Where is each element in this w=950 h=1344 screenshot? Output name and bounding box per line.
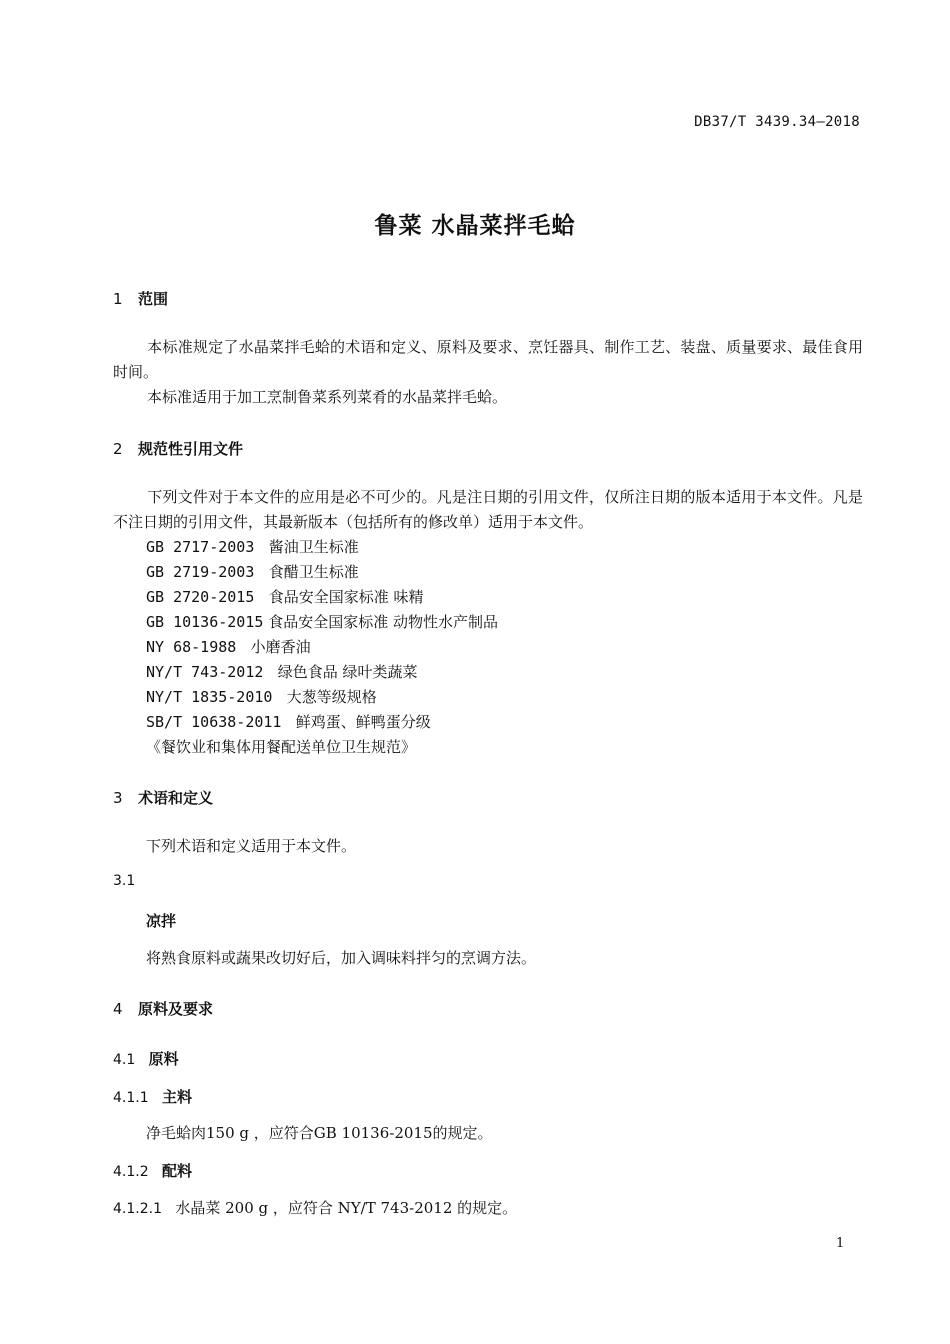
reference-item	[146, 711, 431, 732]
reference-item	[146, 636, 311, 657]
reference-code: GB 2720-2015	[146, 588, 255, 606]
reference-name: 大葱等级规格	[286, 688, 377, 706]
clause-text: 水晶菜 200 g ，应符合 NY/T 743-2012 的规定。	[175, 1199, 518, 1217]
reference-item	[146, 686, 377, 707]
subsection-number: 4.1	[113, 1052, 136, 1068]
page-number: 1	[836, 1236, 845, 1251]
section-title: 规范性引用文件	[138, 440, 244, 458]
reference-name: 食品安全国家标准 动物性水产制品	[268, 613, 498, 631]
subsection-title: 原料	[148, 1050, 179, 1068]
subsection-4-1-2-heading	[113, 1160, 192, 1181]
clause-4-1-2-1	[113, 1197, 517, 1218]
reference-name: 绿色食品 绿叶类蔬菜	[277, 663, 418, 681]
references-intro-text: 下列文件对于本文件的应用是必不可少的。凡是注日期的引用文件，仅所注日期的版本适用于本文件。凡是不注日期的引用文件，其最新版本（包括所有的修改单）适用于本文件。	[113, 488, 863, 531]
section-number: 4	[113, 1000, 123, 1018]
main-ingredient-text: 净毛蛤肉150 g ，应符合GB 10136-2015的规定。	[146, 1124, 493, 1142]
section-title: 范围	[138, 290, 169, 308]
reference-name: 食醋卫生标准	[268, 563, 359, 581]
reference-code: GB 2717-2003	[146, 538, 255, 556]
reference-code: NY 68-1988	[146, 638, 237, 656]
reference-item	[146, 536, 359, 557]
reference-name: 鲜鸡蛋、鲜鸭蛋分级	[295, 713, 431, 731]
subsection-4-1-heading	[113, 1048, 179, 1069]
scope-paragraph-2	[113, 385, 863, 410]
reference-code: GB 2719-2003	[146, 563, 255, 581]
subsection-4-1-1-heading	[113, 1086, 192, 1107]
section-2-heading	[113, 438, 243, 459]
reference-item	[146, 661, 418, 682]
reference-code: SB/T 10638-2011	[146, 713, 282, 731]
scope-paragraph-1	[113, 335, 863, 385]
reference-item	[146, 561, 359, 582]
subsection-number: 4.1.2	[113, 1164, 149, 1180]
reference-code: GB 10136-2015	[146, 613, 264, 631]
reference-code: NY/T 1835-2010	[146, 688, 273, 706]
term-name: 凉拌	[146, 912, 177, 930]
clause-number: 4.1.2.1	[113, 1201, 162, 1217]
reference-name: 食品安全国家标准 味精	[268, 588, 424, 606]
term-definition: 将熟食原料或蔬果改切好后，加入调味料拌匀的烹调方法。	[146, 949, 537, 967]
document-title: 鲁菜 水晶菜拌毛蛤	[374, 213, 576, 239]
section-1-heading	[113, 288, 168, 309]
reference-code: NY/T 743-2012	[146, 663, 264, 681]
subsection-title: 配料	[161, 1162, 192, 1180]
reference-name: 小磨香油	[250, 638, 311, 656]
scope-text-1: 本标准规定了水晶菜拌毛蛤的术语和定义、原料及要求、烹饪器具、制作工艺、装盘、质量要求、最佳食用时间。	[113, 338, 863, 381]
subsection-title: 主料	[161, 1088, 192, 1106]
section-number: 2	[113, 440, 123, 458]
section-4-heading	[113, 998, 213, 1019]
reference-item	[146, 586, 423, 607]
section-title: 术语和定义	[138, 789, 214, 807]
terms-intro: 下列术语和定义适用于本文件。	[146, 837, 357, 855]
reference-item	[146, 611, 498, 632]
subsection-number: 4.1.1	[113, 1090, 149, 1106]
reference-name: 酱油卫生标准	[268, 538, 359, 556]
reference-item-hygiene-spec: 《餐饮业和集体用餐配送单位卫生规范》	[146, 738, 417, 756]
scope-text-2: 本标准适用于加工烹制鲁菜系列菜肴的水晶菜拌毛蛤。	[147, 388, 508, 406]
section-3-heading	[113, 787, 213, 808]
normative-references-intro	[113, 485, 863, 535]
standard-code: DB37/T 3439.34—2018	[694, 114, 860, 130]
section-title: 原料及要求	[138, 1000, 214, 1018]
term-number: 3.1	[113, 873, 136, 889]
section-number: 3	[113, 789, 123, 807]
section-number: 1	[113, 290, 123, 308]
